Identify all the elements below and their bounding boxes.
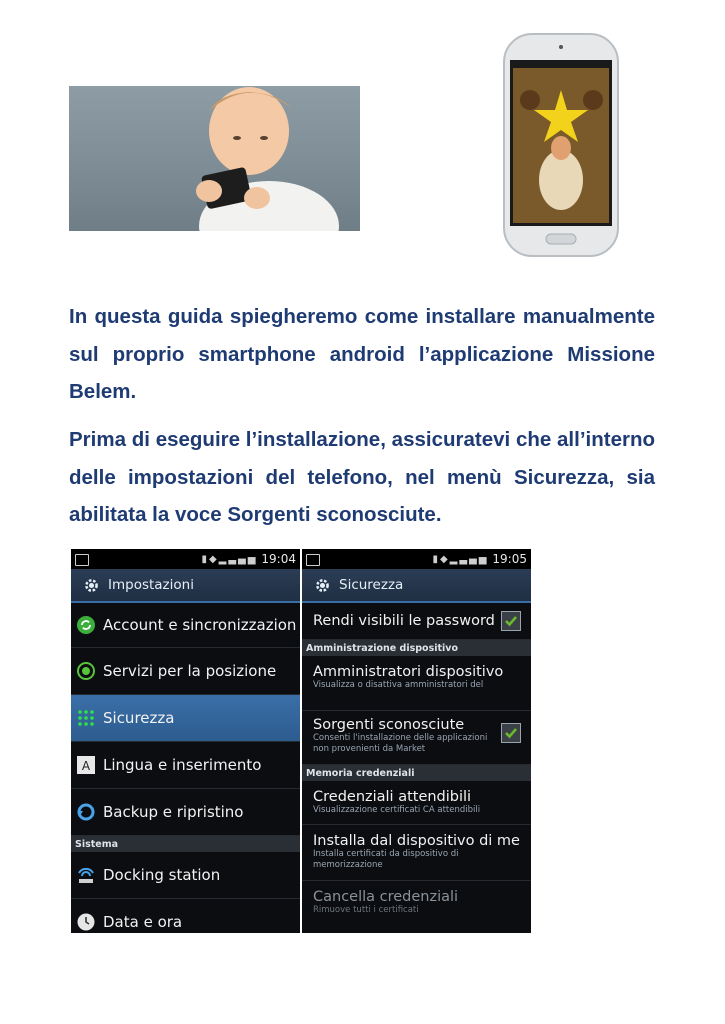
smartphone-photo xyxy=(500,30,622,260)
svg-text:A: A xyxy=(81,759,91,773)
lock-pattern-icon xyxy=(76,708,96,728)
password-checkbox[interactable] xyxy=(501,611,521,631)
keyboard-icon xyxy=(76,755,96,775)
section-header-admin: Amministrazione dispositivo xyxy=(302,640,531,656)
menu-item-docking[interactable]: Docking station xyxy=(71,852,300,899)
menu-item-security[interactable]: Sicurezza xyxy=(71,695,300,742)
setting-clear-credentials[interactable]: Cancella credenziali Rimuove tutti i certificati xyxy=(313,889,459,915)
settings-title-bar xyxy=(71,569,300,603)
gear-icon xyxy=(314,577,331,594)
intro-paragraph: In questa guida spiegheremo come installare manualmente sul proprio smartphone android l’applicazione Missione Belem. xyxy=(69,305,655,403)
settings-title: Impostazioni xyxy=(108,577,194,593)
menu-item-location[interactable]: Servizi per la posizione xyxy=(71,648,300,695)
setting-trusted-credentials[interactable]: Credenziali attendibili Visualizzazione certificati CA attendibili xyxy=(302,781,531,825)
setting-unknown-sources[interactable]: Sorgenti sconosciute Consenti l'installazione delle applicazioni non provenienti da Market xyxy=(302,711,531,765)
menu-item-backup[interactable]: Backup e ripristino xyxy=(71,789,300,836)
signal-icons: ▮◆▂▃▄▅ xyxy=(201,553,258,565)
clock-icon xyxy=(76,912,96,932)
menu-item-language[interactable]: A Lingua e inserimento xyxy=(71,742,300,789)
status-bar xyxy=(71,549,300,569)
setting-show-passwords[interactable]: Rendi visibili le password xyxy=(302,603,531,640)
instructions-paragraph: Prima di eseguire l’installazione, assicuratevi che all’interno delle impostazioni del telefono, nel menù Sicurezza, sia abilitata la voce Sorgenti sconosciute. xyxy=(69,428,655,526)
status-time: 19:05 xyxy=(492,552,527,566)
signal-icons: ▮◆▂▃▄▅ xyxy=(432,553,489,565)
backup-icon xyxy=(76,802,96,822)
settings-screenshot xyxy=(71,549,300,933)
gear-icon xyxy=(83,577,100,594)
dock-icon xyxy=(76,865,96,885)
gallery-icon xyxy=(75,554,89,566)
security-title-bar xyxy=(302,569,531,603)
location-icon xyxy=(76,661,96,681)
checkmark-icon xyxy=(504,614,518,628)
security-screenshot xyxy=(302,549,531,933)
unknown-sources-checkbox[interactable] xyxy=(501,723,521,743)
status-bar xyxy=(302,549,531,569)
menu-item-account[interactable]: Account e sincronizzazion xyxy=(71,603,300,648)
section-header-sistema: Sistema xyxy=(71,836,300,852)
setting-install-from-storage[interactable]: Installa dal dispositivo di me Installa certificati da dispositivo di memorizzazione xyxy=(302,825,531,881)
sync-icon xyxy=(76,615,96,635)
security-title: Sicurezza xyxy=(339,577,404,593)
menu-item-date-time[interactable]: Data e ora xyxy=(71,899,300,933)
status-time: 19:04 xyxy=(261,552,296,566)
section-header-credentials: Memoria credenziali xyxy=(302,765,531,781)
gallery-icon xyxy=(306,554,320,566)
setting-device-admins[interactable]: Amministratori dispositivo Visualizza o disattiva amministratori del xyxy=(302,656,531,711)
baby-photo xyxy=(69,86,360,231)
checkmark-icon xyxy=(504,726,518,740)
